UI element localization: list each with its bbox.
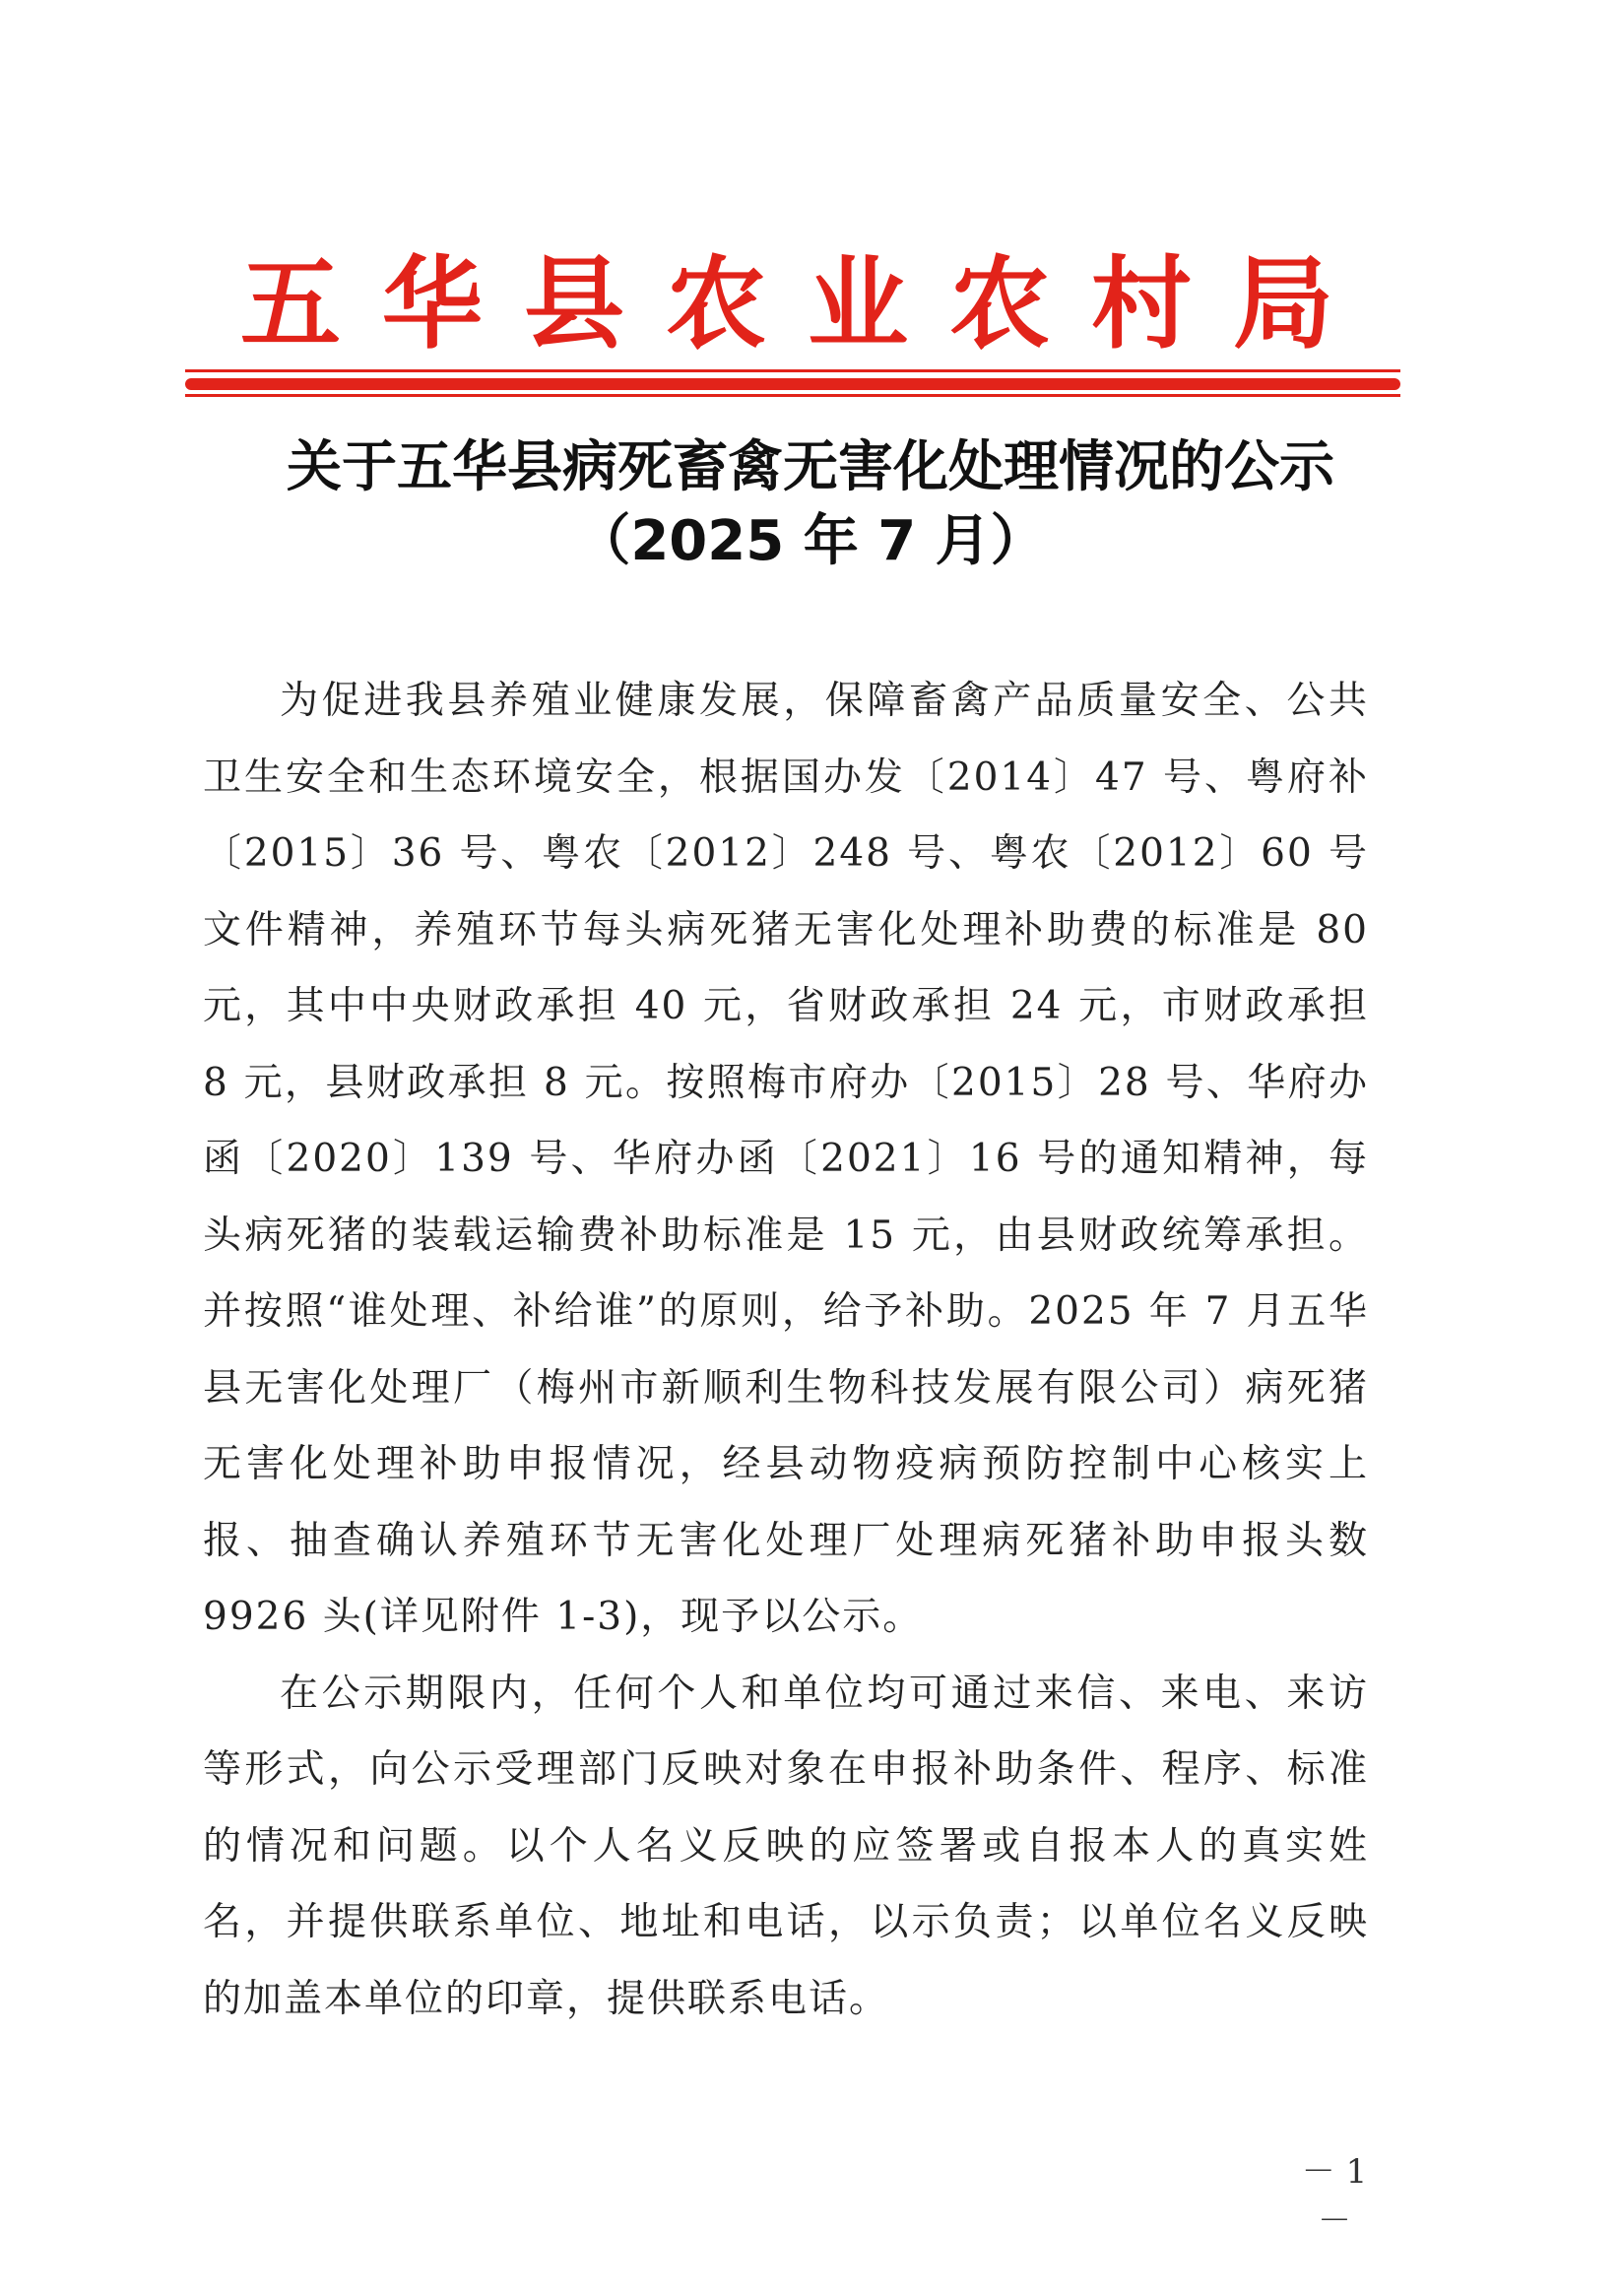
masthead-rule-thick: [185, 378, 1400, 390]
masthead-rule-top: [185, 369, 1400, 372]
body-paragraph-2: 在公示期限内，任何个人和单位均可通过来信、来电、来访等形式，向公示受理部门反映对象在申报补助条件、程序、标准的情况和问题。以个人名义反映的应签署或自报本人的真实姓名，并提供联系单位、地址和电话，以示负责；以单位名义反映的加盖本单位的印章，提供联系电话。: [203, 1671, 1369, 2021]
page-number: － 1 －: [1301, 2152, 1368, 2241]
document-subtitle: （2025 年 7 月）: [575, 509, 1046, 573]
document-body: [203, 663, 1369, 2037]
body-paragraph-1: 为促进我县养殖业健康发展，保障畜禽产品质量安全、公共卫生安全和生态环境安全，根据国办发〔2014〕47 号、粤府补〔2015〕36 号、粤农〔2012〕248 号、粤农〔2012〕60 号文件精神，养殖环节每头病死猪无害化处理补助费的标准是 80 元，其中中央财政承担 40 元，省财政承担 24 元，市财政承担 8 元，县财政承担 8 元。按照梅市府办〔2015〕28 号、华府办函〔2020〕139 号、华府办函〔2021〕16 号的通知精神，每头病死猪的装载运输费补助标准是 15 元，由县财政统筹承担。并按照“谁处理、补给谁”的原则，给予补助。2025 年 7 月五华县无害化处理厂（梅州市新顺利生物科技发展有限公司）病死猪无害化处理补助申报情况，经县动物疫病预防控制中心核实上报、抽查确认养殖环节无害化处理厂处理病死猪补助申报头数 9926 头(详见附件 1-3)，现予以公示。: [203, 679, 1369, 1639]
document-title: 关于五华县病死畜禽无害化处理情况的公示: [287, 435, 1334, 499]
masthead-rule-bottom: [185, 394, 1400, 397]
masthead-title: 五华县农业农村局: [240, 246, 1375, 363]
